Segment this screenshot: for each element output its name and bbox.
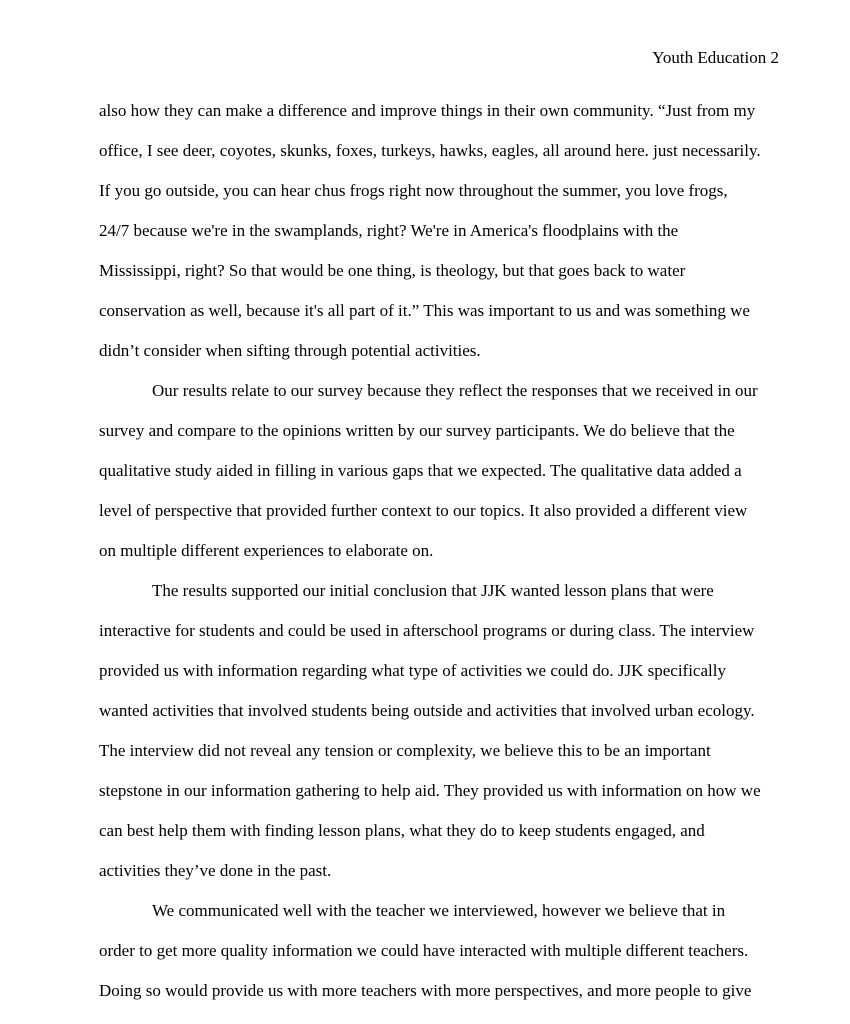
text-line: The interview did not reveal any tension or complexity, we believe this to be an important <box>99 741 711 760</box>
text-line: office, I see deer, coyotes, skunks, foxes, turkeys, hawks, eagles, all around here. just necessarily. <box>99 141 761 160</box>
text-line: level of perspective that provided further context to our topics. It also provided a different view <box>99 501 748 520</box>
text-line: 24/7 because we're in the swamplands, right? We're in America's floodplains with the <box>99 221 679 240</box>
text-line: If you go outside, you can hear chus frogs right now throughout the summer, you love frogs, <box>99 181 728 200</box>
text-line: conservation as well, because it's all part of it.” This was important to us and was something we <box>99 301 750 320</box>
text-line: survey and compare to the opinions written by our survey participants. We do believe that the <box>99 421 735 440</box>
text-line: order to get more quality information we could have interacted with multiple different teachers. <box>99 941 749 960</box>
text-line: qualitative study aided in filling in various gaps that we expected. The qualitative data added a <box>99 461 742 480</box>
text-line: Mississippi, right? So that would be one thing, is theology, but that goes back to water <box>99 261 686 280</box>
body-text <box>99 100 789 1020</box>
text-line: interactive for students and could be used in afterschool programs or during class. The interview <box>99 621 755 640</box>
paragraph-first-line: Our results relate to our survey because they reflect the responses that we received in our <box>152 381 758 400</box>
running-head: Youth Education 2 <box>652 48 779 67</box>
text-line: also how they can make a difference and improve things in their own community. “Just from my <box>99 101 756 120</box>
text-line: can best help them with finding lesson plans, what they do to keep students engaged, and <box>99 821 705 840</box>
text-line: didn’t consider when sifting through potential activities. <box>99 341 481 360</box>
text-line: on multiple different experiences to elaborate on. <box>99 541 434 560</box>
text-line: stepstone in our information gathering to help aid. They provided us with information on how we <box>99 781 761 800</box>
text-line: wanted activities that involved students being outside and activities that involved urban ecology. <box>99 701 755 720</box>
text-line: Doing so would provide us with more teachers with more perspectives, and more people to give <box>99 981 752 1000</box>
text-line: provided us with information regarding what type of activities we could do. JJK specifically <box>99 661 726 680</box>
text-line: activities they’ve done in the past. <box>99 861 332 880</box>
paragraph-first-line: The results supported our initial conclusion that JJK wanted lesson plans that were <box>152 581 714 600</box>
paragraph-first-line: We communicated well with the teacher we interviewed, however we believe that in <box>152 901 726 920</box>
